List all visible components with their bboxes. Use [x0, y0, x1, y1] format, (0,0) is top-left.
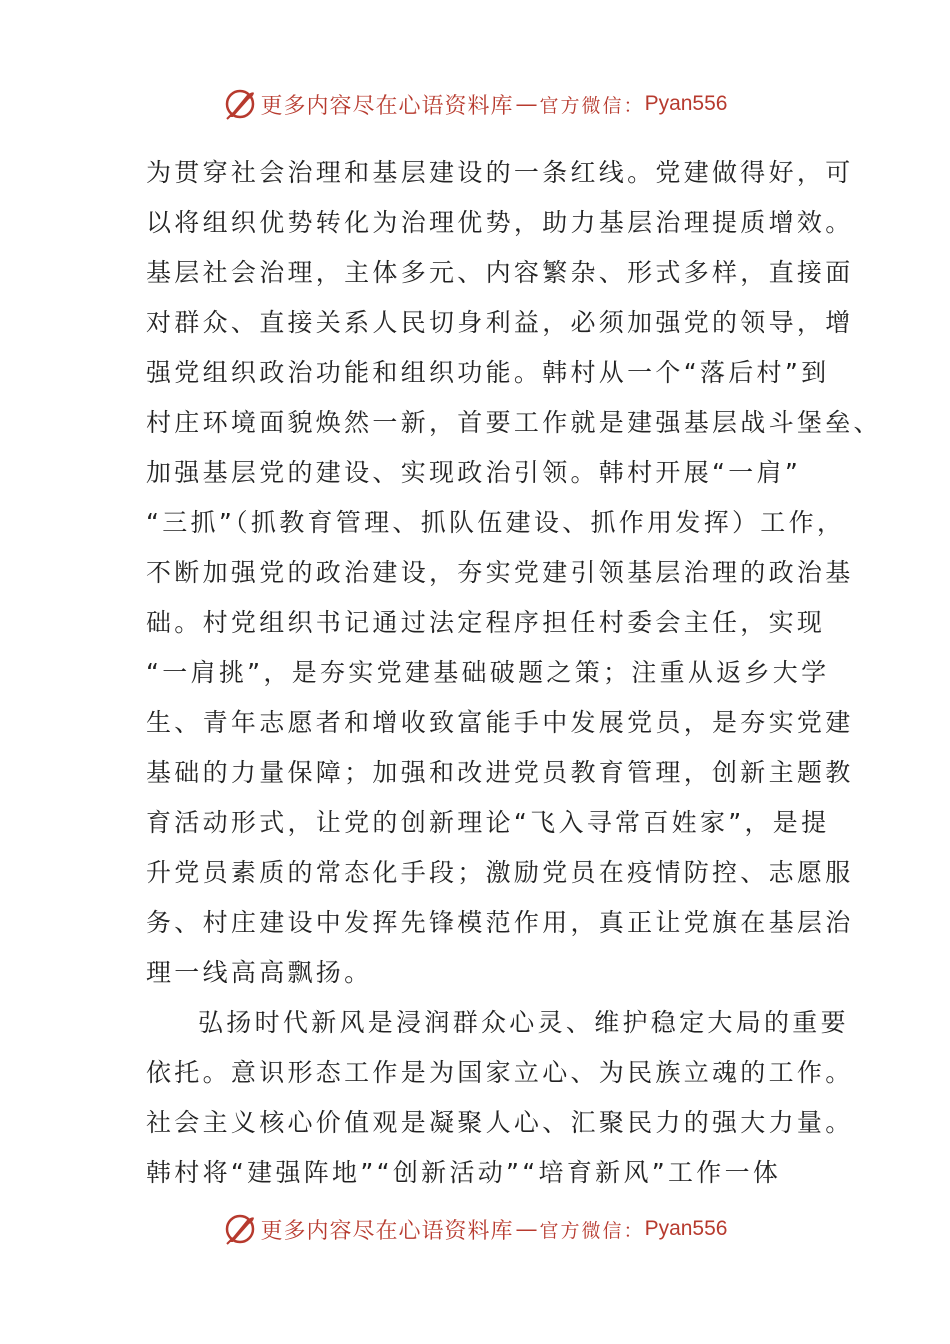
text-line: 村庄环境面貌焕然一新，首要工作就是建强基层战斗堡垒、 [146, 408, 882, 437]
watermark-separator: — [515, 91, 538, 117]
text-line: 生、青年志愿者和增收致富能手中发展党员，是夯实党建 [146, 708, 854, 737]
text-line: 基层社会治理，主体多元、内容繁杂、形式多样，直接面 [146, 258, 854, 287]
text-line: 育活动形式，让党的创新理论“飞入寻常百姓家”，是提 [146, 808, 830, 837]
text-line: 韩村将“建强阵地”“创新活动”“培育新风”工作一体 [146, 1158, 782, 1187]
document-body [146, 148, 882, 1198]
quill-pen-logo-icon [223, 87, 257, 121]
watermark-wechat-label: 官方微信： [539, 94, 645, 117]
text-line: 以将组织优势转化为治理优势，助力基层治理提质增效。 [146, 208, 854, 237]
paragraph-2 [146, 998, 854, 1198]
text-line: 对群众、直接关系人民切身利益，必须加强党的领导，增 [146, 308, 854, 337]
footer-watermark [0, 1209, 950, 1249]
watermark-separator: — [515, 1216, 538, 1242]
quill-pen-logo-icon [223, 1212, 257, 1246]
watermark-wechat-label: 官方微信： [539, 1219, 645, 1242]
text-line: 务、村庄建设中发挥先锋模范作用，真正让党旗在基层治 [146, 908, 854, 937]
text-line: 基础的力量保障；加强和改进党员教育管理，创新主题教 [146, 758, 854, 787]
text-line: “一肩挑”，是夯实党建基础破题之策；注重从返乡大学 [146, 658, 830, 687]
text-line: 依托。意识形态工作是为国家立心、为民族立魂的工作。 [146, 1058, 854, 1087]
text-line: 不断加强党的政治建设，夯实党建引领基层治理的政治基 [146, 558, 854, 587]
text-line: 为贯穿社会治理和基层建设的一条红线。党建做得好，可 [146, 158, 854, 187]
text-line: 弘扬时代新风是浸润群众心灵、维护稳定大局的重要 [198, 1008, 849, 1037]
watermark-title: 更多内容尽在心语资料库 [260, 93, 514, 119]
watermark-wechat-id: Pyan556 [644, 92, 728, 115]
text-line: “三抓”（抓教育管理、抓队伍建设、抓作用发挥）工作， [146, 508, 846, 537]
paragraph-1 [146, 148, 882, 998]
text-line: 强党组织政治功能和组织功能。韩村从一个“落后村”到 [146, 358, 830, 387]
text-line: 础。村党组织书记通过法定程序担任村委会主任，实现 [146, 608, 826, 637]
text-line: 升党员素质的常态化手段；激励党员在疫情防控、志愿服 [146, 858, 854, 887]
header-watermark [0, 84, 950, 124]
watermark-wechat-id: Pyan556 [644, 1217, 728, 1240]
text-line: 理一线高高飘扬。 [146, 958, 373, 987]
text-line: 加强基层党的建设、实现政治引领。韩村开展“一肩” [146, 458, 802, 487]
text-line: 社会主义核心价值观是凝聚人心、汇聚民力的强大力量。 [146, 1108, 854, 1137]
watermark-title: 更多内容尽在心语资料库 [260, 1218, 514, 1244]
